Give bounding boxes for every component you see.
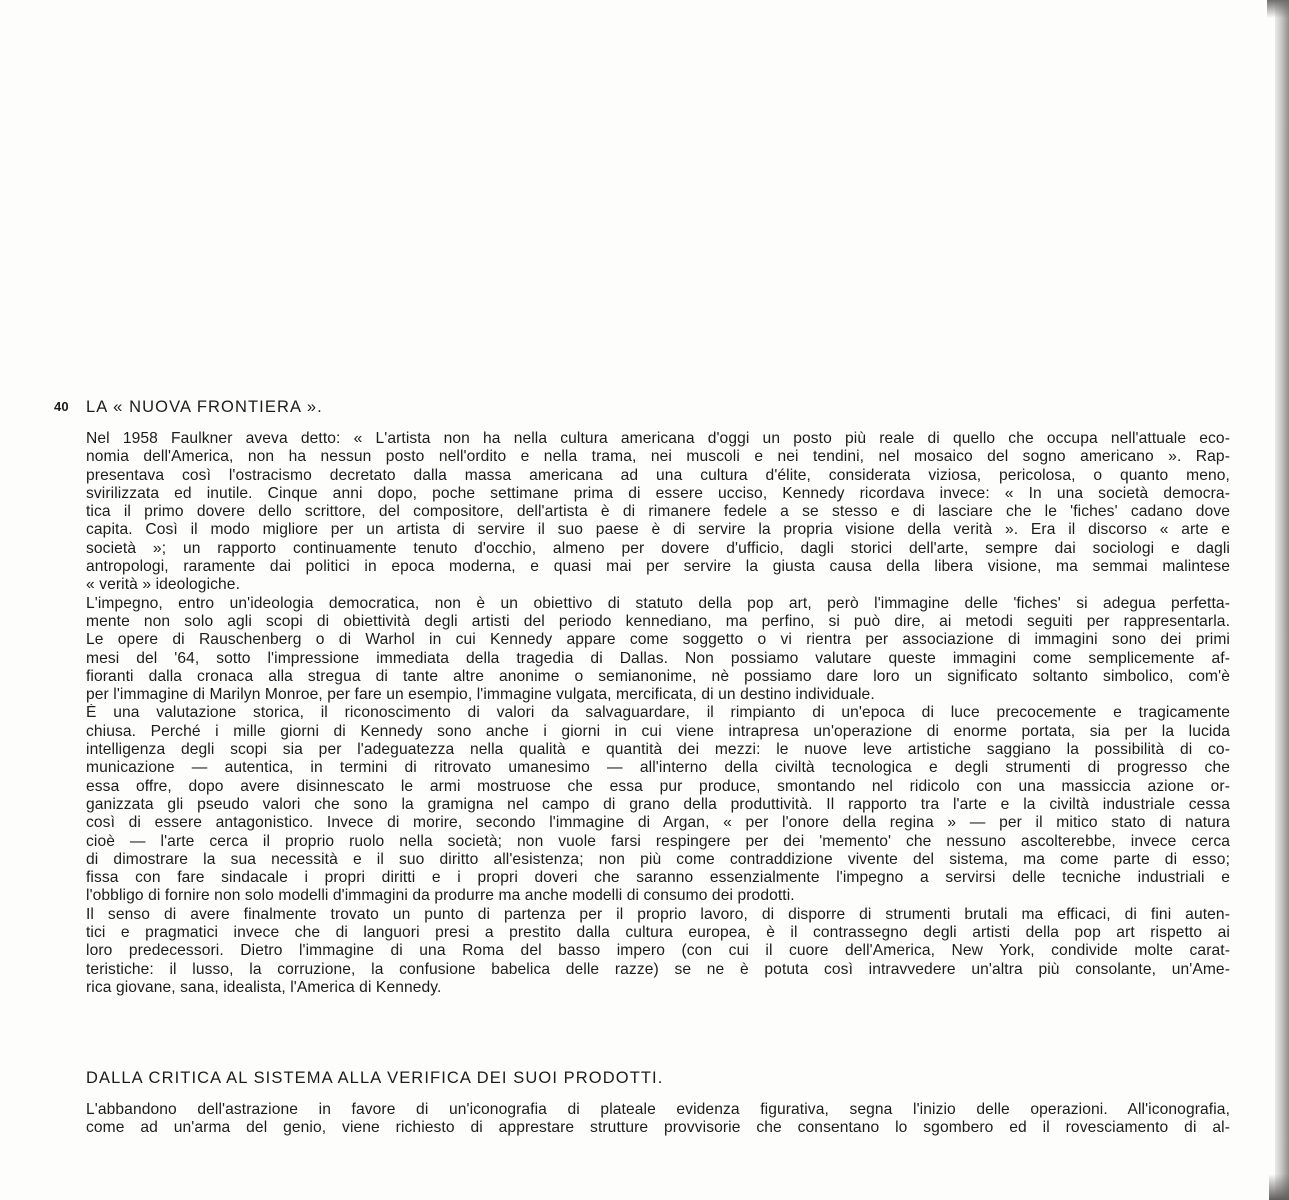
text-line: municazione — autentica, in termini di ritrovato umanesimo — all'interno della civiltà tecnologica e degli strumenti di progresso che: [86, 759, 1230, 777]
text-line: svirilizzata ed inutile. Cinque anni dopo, poche settimane prima di essere ucciso, Kennedy ricordava invece: « In una società democra-: [86, 484, 1230, 502]
text-line: nomia dell'America, non ha nessun posto nell'ordito e nella trama, nei muscoli e nei tendini, nel mosaico del sogno americano ». Rap-: [86, 448, 1230, 466]
text-line: intelligenza degli scopi sia per l'adeguatezza nella qualità e quantità dei mezzi: le nuove leve artistiche saggiano la possibilità di co-: [86, 741, 1230, 759]
text-line: così di essere antagonistico. Invece di morire, secondo l'immagine di Argan, « per l'onore della regina » — per il mitico stato di natura: [86, 814, 1230, 832]
text-line: capita. Così il modo migliore per un artista di servire il suo paese è di servire la propria visione della verità ». Era il discorso « arte e: [86, 521, 1230, 539]
section-title-dalla-critica: DALLA CRITICA AL SISTEMA ALLA VERIFICA DEI SUOI PRODOTTI.: [86, 1069, 664, 1087]
text-line: antropologi, raramente dai politici in epoca moderna, e quasi mai per servire la giusta causa della libera visione, ma semmai malintese: [86, 558, 1230, 576]
text-line: di dimostrare la sua necessità e il suo diritto all'esistenza; non più come contraddizione vivente del sistema, ma come parte di esso;: [86, 850, 1230, 868]
text-line: « verità » ideologiche.: [86, 576, 241, 594]
text-line: l'obbligo di fornire non solo modelli d'immagini da produrre ma anche modelli di consumo dei prodotti.: [86, 887, 795, 905]
text-line: cioè — l'arte cerca il proprio ruolo nella società; non vuole farsi respingere per dei 'memento' che nessuno ascolterebbe, invece cerca: [86, 832, 1230, 850]
text-line: fioranti dalla cronaca alla stregua di tante altre anonime o semianonime, nè possiamo dare loro un significato soltanto simbolico, com'è: [86, 667, 1230, 685]
text-line: presentava così l'ostracismo decretato dalla massa americana ad una cultura d'élite, considerata viziosa, pericolosa, o quanto meno,: [86, 466, 1230, 484]
page-corner-top: [1267, 0, 1289, 18]
text-line: fissa con fare sindacale i propri diritti e i propri doveri che saranno essenzialmente l'impegno a servirsi delle tecniche industriali e: [86, 869, 1230, 887]
page-edge-shadow: [1275, 0, 1289, 1200]
text-line: Il senso di avere finalmente trovato un punto di partenza per il proprio lavoro, di disporre di strumenti brutali ma efficaci, di fini auten-: [86, 905, 1230, 923]
text-line: È una valutazione storica, il riconoscimento di valori da salvaguardare, il rimpianto di un'epoca di luce precocemente e tragicamente: [86, 704, 1230, 722]
section-body-nuova-frontiera: [86, 430, 1230, 997]
text-line: loro predecessori. Dietro l'immagine di una Roma del basso impero (con cui il cuore dell'America, New York, condivide molte carat-: [86, 942, 1230, 960]
text-line: come ad un'arma del genio, viene richiesto di apprestare strutture provvisorie che consentano lo sgombero ed il rovesciamento di al-: [86, 1119, 1230, 1137]
text-line: tici e pragmatici invece che di languori presi a prestito dalla cultura europea, è il contrassegno degli artisti della pop art rispetto ai: [86, 924, 1230, 942]
text-line: Le opere di Rauschenberg o di Warhol in cui Kennedy appare come soggetto o vi rientra per associazione di immagini sono dei primi: [86, 631, 1230, 649]
text-line: società »; un rapporto continuamente tenuto d'occhio, almeno per dovere d'ufficio, dagli storici dell'arte, sempre dai sociologi e dagli: [86, 539, 1230, 557]
text-line: mente non solo agli scopi di obiettività degli artisti del periodo kennediano, ma perfino, si può dire, ai metodi seguiti per rappresentarla.: [86, 612, 1230, 630]
text-line: chiusa. Perché i mille giorni di Kennedy sono anche i giorni in cui viene intrapresa un'operazione di enorme portata, sia per la lucida: [86, 722, 1230, 740]
text-line: Nel 1958 Faulkner aveva detto: « L'artista non ha nella cultura americana d'oggi un posto più reale di quello che occupa nell'attuale eco-: [86, 430, 1230, 447]
text-line: mesi del '64, sotto l'impressione immediata della tragedia di Dallas. Non possiamo valutare queste immagini come semplicemente af-: [86, 649, 1230, 667]
section-body-dalla-critica: [86, 1101, 1230, 1138]
text-line: L'impegno, entro un'ideologia democratica, non è un obiettivo di statuto della pop art, però l'immagine delle 'fiches' si adegua perfetta-: [86, 594, 1230, 612]
text-line: rica giovane, sana, idealista, l'America di Kennedy.: [86, 978, 442, 996]
page-corner-bottom: [1269, 1174, 1289, 1200]
text-line: tica il primo dovere dello scrittore, del compositore, dell'artista è di rimanere fedele a se stesso e di lasciare che le 'fiches' cadano dove: [86, 503, 1230, 521]
page-number: 40: [54, 399, 69, 414]
text-line: ganizzata gli pseudo valori che sono la gramigna nel campo di grano della produttività. Il rapporto tra l'arte e la civiltà industriale cessa: [86, 795, 1230, 813]
text-line: per l'immagine di Marilyn Monroe, per fare un esempio, l'immagine vulgata, mercificata, di un destino individuale.: [86, 686, 875, 704]
text-line: teristiche: il lusso, la corruzione, la confusione babelica delle razze) se ne è potuta così intravvedere un'altra più consolante, un'Ame-: [86, 960, 1230, 978]
section-title-nuova-frontiera: LA « NUOVA FRONTIERA ».: [86, 398, 323, 416]
text-line: L'abbandono dell'astrazione in favore di un'iconografia di plateale evidenza figurativa, segna l'inizio delle operazioni. All'iconografia,: [86, 1101, 1230, 1118]
text-line: essa offre, dopo avere disinnescato le armi mostruose che essa pur produce, smontando nel ridicolo con una massiccia azione or-: [86, 777, 1230, 795]
